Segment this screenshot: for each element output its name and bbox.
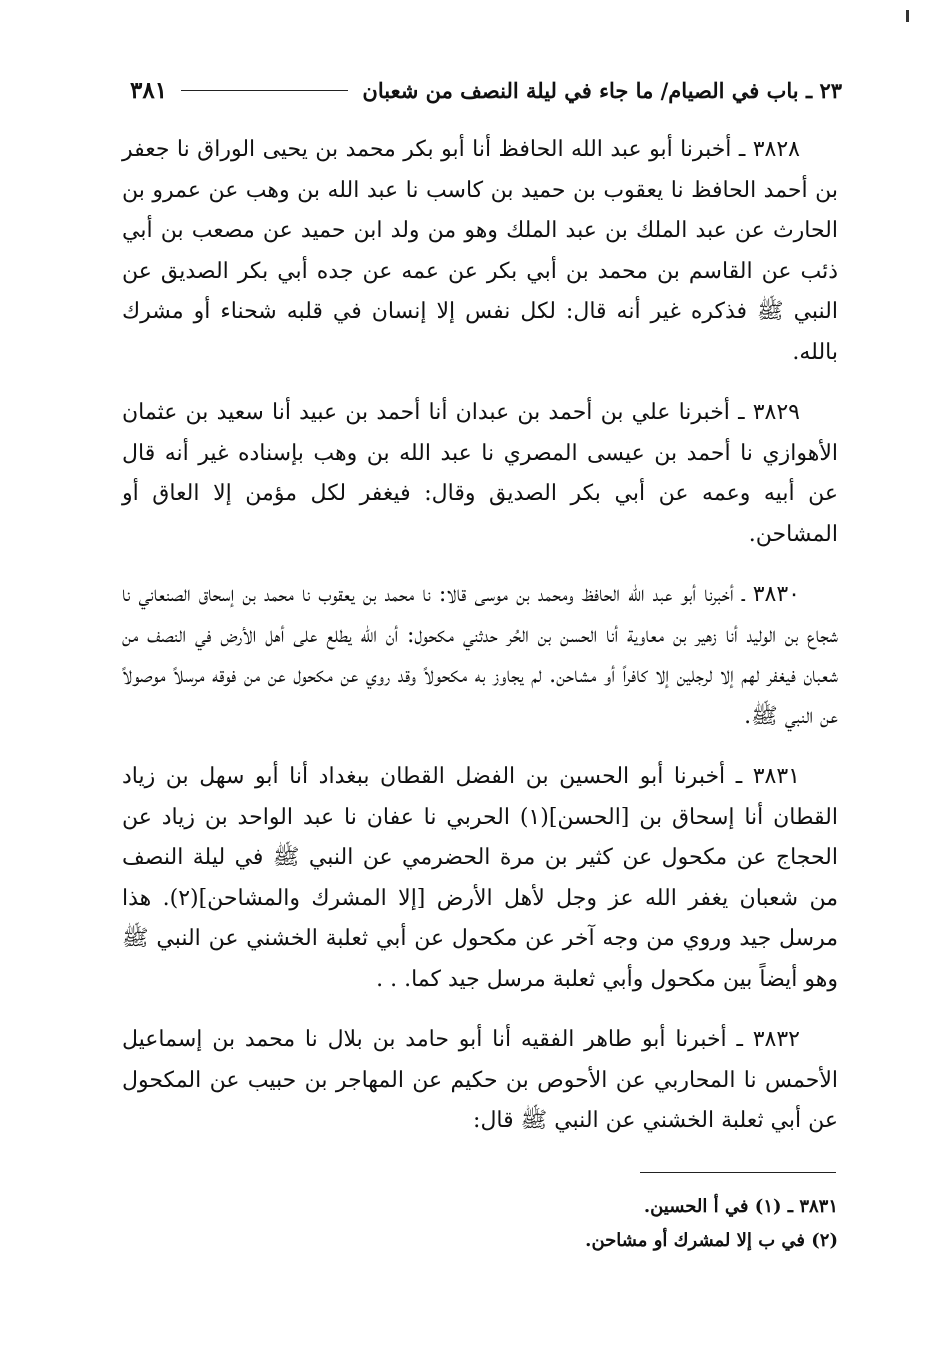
footnotes bbox=[420, 1190, 838, 1258]
hadith-text: ـ أخبرنا أبو عبد الله الحافظ ومحمد بن موسى قالا: نا محمد بن يعقوب نا محمد بن إسحاق الصنعاني نا شجاع بن الوليد أنا زهير بن معاوية أنا الحسن بن الحُر حدثني مكحول: أن الله يطلع على أهل الأرض في النصف من شعبان فيغفر لهم إلا لرجلين إلا كافراً أو مشاحن. لم يجاوز به مكحولاً وقد روي عن مكحول عن من فوقه مرسلاً موصولاً عن النبي ﷺ. bbox=[122, 582, 838, 729]
header-rule bbox=[181, 90, 348, 91]
chapter-title: ٢٣ ـ باب في الصيام/ ما جاء في ليلة النصف من شعبان bbox=[362, 77, 842, 103]
hadith-number: ٣٨٣١ bbox=[752, 764, 800, 789]
hadith-paragraph bbox=[122, 1020, 838, 1142]
footnote: (٢) في ب إلا لمشرك أو مشاحن. bbox=[585, 1230, 838, 1251]
main-text bbox=[122, 130, 838, 1162]
hadith-text: ـ أخبرنا أبو طاهر الفقيه أنا أبو حامد بن بلال نا محمد بن إسماعيل الأحمس نا المحاربي عن الأحوص بن حكيم عن المهاجر بن حبيب عن المكحول عن أبي ثعلبة الخشني عن النبي ﷺ قال: bbox=[122, 1027, 838, 1133]
hadith-paragraph bbox=[122, 393, 838, 555]
footnote: ٣٨٣١ ـ (١) في أ الحسين. bbox=[643, 1196, 838, 1217]
hadith-paragraph bbox=[122, 757, 838, 1000]
page-number: ٣٨١ bbox=[130, 76, 168, 104]
hadith-number: ٣٨٣٢ bbox=[752, 1027, 800, 1052]
hadith-paragraph bbox=[122, 575, 838, 737]
running-header bbox=[130, 70, 842, 110]
hadith-number: ٣٨٢٩ bbox=[752, 400, 800, 425]
hadith-number: ٣٨٢٨ bbox=[752, 137, 800, 162]
footnote-separator bbox=[640, 1172, 836, 1173]
hadith-text: ـ أخبرنا أبو عبد الله الحافظ أنا أبو بكر محمد بن يحيى الوراق نا جعفر بن أحمد الحافظ نا يعقوب بن حميد بن كاسب نا عبد الله بن وهب عن عمرو بن الحارث عن عبد الملك بن عبد الملك وهو من ولد ابن حميد عن مصعب بن أبي ذئب عن القاسم بن محمد بن أبي بكر عن عمه عن جده أبي بكر الصديق عن النبي ﷺ فذكره غير أنه قال: لكل نفس إلا إنسان في قلبه شحناء أو مشرك بالله. bbox=[122, 137, 838, 365]
scan-mark bbox=[906, 10, 909, 22]
hadith-paragraph bbox=[122, 130, 838, 373]
hadith-text: ـ أخبرنا أبو الحسين بن الفضل القطان ببغداد أنا أبو سهل بن زياد القطان أنا إسحاق بن [الحسن](١) الحربي نا عفان نا عبد الواحد بن زياد عن الحجاج عن مكحول عن كثير بن مرة الحضرمي عن النبي ﷺ في ليلة النصف من شعبان يغفر الله عز وجل لأهل الأرض [إلا المشرك والمشاحن](٢). هذا مرسل جيد وروي من وجه آخر عن مكحول عن أبي ثعلبة الخشني عن النبي ﷺ وهو أيضاً بين مكحول وأبي ثعلبة مرسل جيد كما. . . bbox=[122, 764, 838, 992]
hadith-number: ٣٨٣٠ bbox=[752, 582, 800, 607]
hadith-text: ـ أخبرنا علي بن أحمد بن عبدان أنا أحمد بن عبيد أنا سعيد بن عثمان الأهوازي نا أحمد بن عيسى المصري نا عبد الله بن وهب بإسناده غير أنه قال عن أبيه وعمه عن أبي بكر الصديق وقال: فيغفر لكل مؤمن إلا العاق أو المشاحن. bbox=[122, 400, 838, 547]
